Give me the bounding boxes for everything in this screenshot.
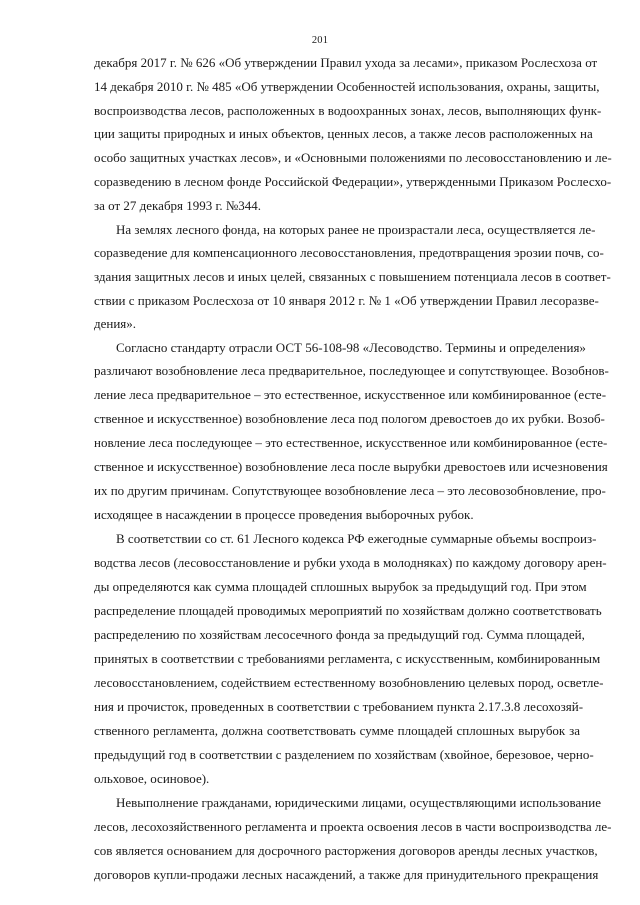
text-line: ольховое, осиновое). xyxy=(94,771,210,786)
text-line: ды определяются как сумма площадей сплошных вырубок за предыдущий год. При этом xyxy=(94,579,587,594)
text-line: ния и прочисток, проведенных в соответствии с требованием пункта 2.17.3.8 лесохозяй- xyxy=(94,699,584,714)
text-line: ственное и искусственное) возобновление леса после вырубки древостоев или исчезновения xyxy=(94,459,608,474)
text-line: лесовосстановлением, содействием естественному возобновлению целевых пород, осветле- xyxy=(94,675,604,690)
text-line: распределение площадей проводимых мероприятий по хозяйствам должно соответствовать xyxy=(94,603,602,618)
text-line: ственного регламента, должна соответствовать сумме площадей сплошных вырубок за xyxy=(94,723,580,738)
text-line: их по другим причинам. Сопутствующее возобновление леса – это лесовозобновление, про- xyxy=(94,483,606,498)
text-line: здания защитных лесов и иных целей, связанных с повышением потенциала лесов в соответ- xyxy=(94,269,611,284)
text-line: В соответствии со ст. 61 Лесного кодекса РФ ежегодные суммарные объемы воспроиз- xyxy=(116,531,597,546)
text-line: исходящее в насаждении в процессе проведения выборочных рубок. xyxy=(94,507,474,522)
text-line: декабря 2017 г. № 626 «Об утверждении Правил ухода за лесами», приказом Рослесхоза от xyxy=(94,55,598,70)
text-line: воспроизводства лесов, расположенных в водоохранных зонах, лесов, выполняющих функ- xyxy=(94,103,602,118)
text-line: распределению по хозяйствам лесосечного фонда за предыдущий год. Сумма площадей, xyxy=(94,627,585,642)
text-line: дения». xyxy=(94,316,137,331)
text-line: различают возобновление леса предварительное, последующее и сопутствующее. Возобнов- xyxy=(94,363,609,378)
text-line: договоров купли-продажи лесных насаждений, а также для принудительного прекращения xyxy=(94,867,599,882)
text-line: Согласно стандарту отрасли ОСТ 56-108-98 «Лесоводство. Термины и определения» xyxy=(116,340,586,355)
text-line: за от 27 декабря 1993 г. №344. xyxy=(94,198,262,213)
text-line: ствии с приказом Рослесхоза от 10 января 2012 г. № 1 «Об утверждении Правил лесоразве- xyxy=(94,293,599,308)
text-line: новление леса последующее – это естественное, искусственное или комбинированное (есте- xyxy=(94,435,608,450)
text-line: Невыполнение гражданами, юридическими лицами, осуществляющими использование xyxy=(116,795,601,810)
text-line: ственное и искусственное) возобновление леса под пологом древостоев до их рубки. Возоб- xyxy=(94,411,605,426)
text-line: 14 декабря 2010 г. № 485 «Об утверждении Особенностей использования, охраны, защиты, xyxy=(94,79,600,94)
page-number: 201 xyxy=(311,35,329,46)
text-line: ление леса предварительное – это естественное, искусственное или комбинированное (есте- xyxy=(94,387,607,402)
text-line: принятых в соответствии с требованиями регламента, с искусственным, комбинированным xyxy=(94,651,601,666)
text-line: соразведению в лесном фонде Российской Федерации», утвержденными Приказом Рослесхо- xyxy=(94,174,612,189)
text-line: предыдущий год в соответствии с разделением по хозяйствам (хвойное, березовое, черно- xyxy=(94,747,594,762)
text-line: ции защиты природных и иных объектов, ценных лесов, а также лесов расположенных на xyxy=(94,126,593,141)
text-line: особо защитных участках лесов», и «Основными положениями по лесовосстановлению и ле- xyxy=(94,150,612,165)
text-line: сов является основанием для досрочного расторжения договоров аренды лесных участков, xyxy=(94,843,598,858)
text-line: водства лесов (лесовосстановление и рубки ухода в молодняках) по каждому договору арен- xyxy=(94,555,607,570)
text-line: лесов, лесохозяйственного регламента и проекта освоения лесов в части воспроизводства ле- xyxy=(94,819,612,834)
text-line: сoразведение для компенсационного лесовосстановления, предотвращения эрозии почв, со- xyxy=(94,245,604,260)
text-line: На землях лесного фонда, на которых ранее не произрастали леса, осуществляется ле- xyxy=(116,222,596,237)
